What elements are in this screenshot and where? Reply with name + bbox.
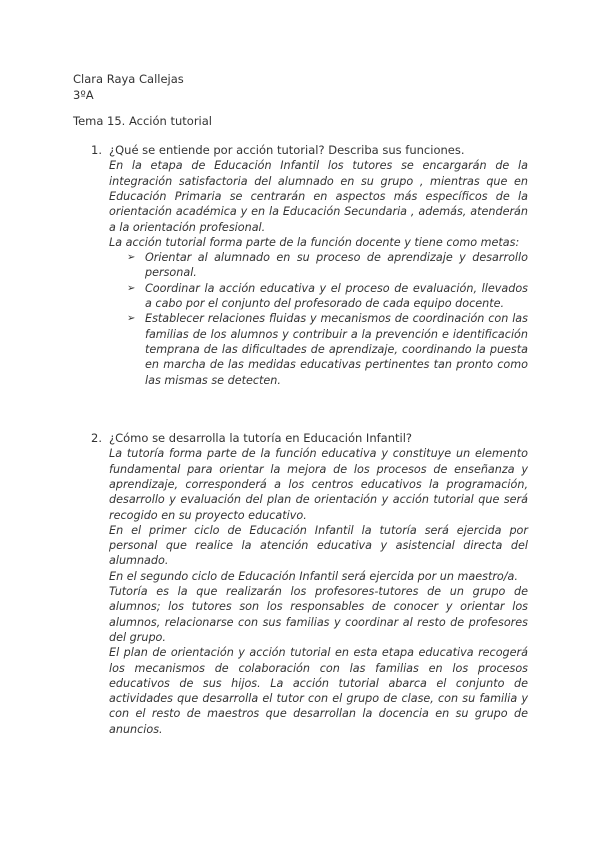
answer-paragraph: En el primer ciclo de Educación Infantil la tutoría será ejercida por personal que realice la atención educativa y asistencial directa del alumnado. [109, 523, 528, 568]
list-item [109, 250, 528, 281]
answer-paragraph: En la etapa de Educación Infantil los tutores se encargarán de la integración satisfactoria del alumnado en su grupo , mientras que en Educación Primaria se centrarán en aspectos más específicos de la orientación académica y en la Educación Secundaria , además, atenderán a la orientación profesional. [109, 159, 528, 234]
question-heading [73, 431, 528, 446]
arrow-bullet-icon: ➢ [127, 282, 136, 294]
goals-list [109, 250, 528, 388]
list-item [109, 281, 528, 312]
question-heading [73, 143, 528, 158]
arrow-bullet-icon: ➢ [127, 252, 136, 264]
question-section-2 [73, 431, 528, 737]
list-item-text: Orientar al alumnado en su proceso de aprendizaje y desarrollo personal. [145, 251, 528, 280]
list-item-text: Establecer relaciones fluidas y mecanismos de coordinación con las familias de los alumnos y contribuir a la prevención e identificación temprana de las dificultades de aprendizaje, coordinando la puesta en marcha de las medidas educativas pertinentes tan pronto como las mismas se detecten. [145, 312, 528, 387]
list-item-text: Coordinar la acción educativa y el proceso de evaluación, llevados a cabo por el conjunto del profesorado de cada equipo docente. [145, 281, 528, 311]
class-label: 3ºA [73, 88, 94, 102]
answer-paragraph: Tutoría es la que realizarán los profesores-tutores de un grupo de alumnos; los tutores son los responsables de conocer y orientar los alumnos, relacionarse con sus familias y coordinar al resto de profesores del grupo. [109, 585, 528, 644]
question-text: ¿Qué se entiende por acción tutorial? Describa sus funciones. [109, 143, 465, 157]
arrow-bullet-icon: ➢ [127, 313, 136, 325]
question-text: ¿Cómo se desarrolla la tutoría en Educación Infantil? [109, 431, 413, 445]
author-name: Clara Raya Callejas [73, 72, 184, 86]
document-header [73, 71, 184, 103]
list-item [109, 311, 528, 387]
question-section-1 [73, 143, 528, 388]
answer-paragraph: La acción tutorial forma parte de la función docente y tiene como metas: [109, 235, 520, 249]
question-number: 1. [91, 143, 102, 157]
topic-title: Tema 15. Acción tutorial [73, 114, 212, 128]
question-number: 2. [91, 431, 102, 445]
answer-paragraph: En el segundo ciclo de Educación Infantil será ejercida por un maestro/a. [109, 569, 518, 583]
answer-paragraph: El plan de orientación y acción tutorial en esta etapa educativa recogerá los mecanismos de colaboración con las familias en los procesos educativos de sus hijos. La acción tutorial abarca el conjunto de actividades que desarrolla el tutor con el grupo de clase, con su familia y con el resto de maestros que desarrollan la docencia en su grupo de anuncios. [109, 646, 528, 736]
answer-paragraph: La tutoría forma parte de la función educativa y constituye un elemento fundamental para orientar la mejora de los procesos de enseñanza y aprendizaje, corresponderá a los centros educativos la programación, desarrollo y evaluación del plan de orientación y acción tutorial que será recogido en su proyecto educativo. [109, 447, 528, 522]
